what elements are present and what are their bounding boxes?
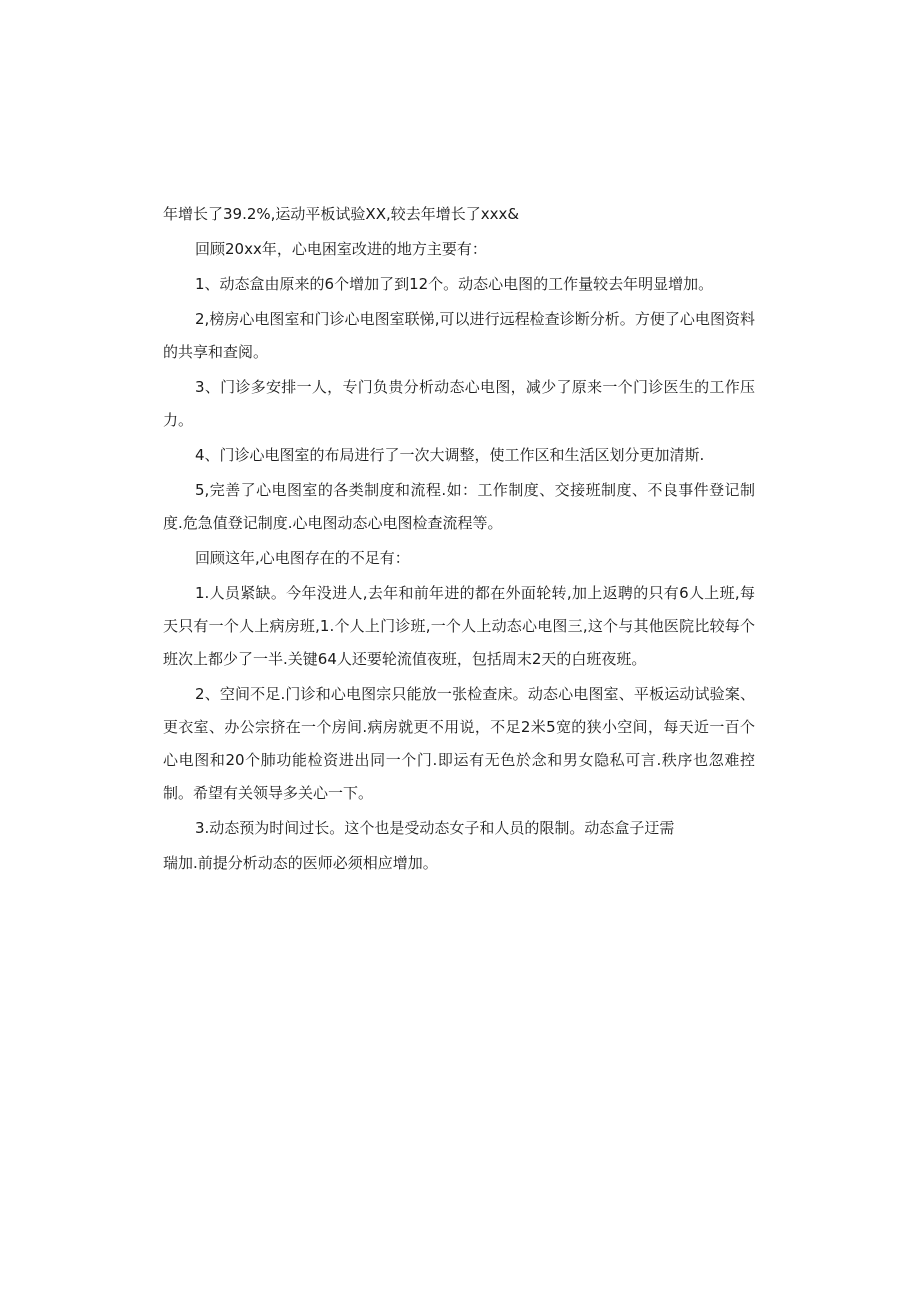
document-body <box>163 198 755 882</box>
paragraph-shortcoming-1: 1.人员紧缺。今年没进人,去年和前年进的都在外面轮转,加上返聘的只有6人上班,每天只有一个人上病房班,1.个人上门诊班,一个人上动态心电图三,这个与其他医院比较每个班次上都少了一半.关键64人还要轮流值夜班，包括周末2天的白班夜班。 <box>163 584 755 668</box>
paragraph-improvements-heading: 回顾20xx年，心电困室改进的地方主要有： <box>195 240 487 258</box>
paragraph-shortcoming-3: 3.动态预为时间过长。这个也是受动态女子和人员的限制。动态盒子迂需 <box>195 819 675 837</box>
paragraph-improvement-3: 3、门诊多安排一人，专门负贵分析动态心电图，减少了原来一个门诊医生的工作压力。 <box>163 378 755 429</box>
paragraph-improvement-4: 4、门诊心电图室的布局进行了一次大调整，使工作区和生活区划分更加清斯. <box>195 446 705 464</box>
paragraph-improvement-5: 5,完善了心电图室的各类制度和流程.如：工作制度、交接班制度、不良事件登记制度.危急值登记制度.心电图动态心电图检查流程等。 <box>163 481 755 532</box>
paragraph-improvement-1: 1、动态盒由原来的6个增加了到12个。动态心电图的工作量较去年明显增加。 <box>195 275 714 293</box>
paragraph-improvement-2: 2,榜房心电图室和门诊心电图室联悌,可以进行远程检查诊断分析。方便了心电图资料的共享和查阅。 <box>163 310 755 361</box>
paragraph-growth-stats: 年增长了39.2%,运动平板试验XX,较去年增长了xxx& <box>163 205 520 223</box>
paragraph-shortcoming-2: 2、空间不足.门诊和心电图宗只能放一张检查床。动态心电图室、平板运动试验案、更衣室、办公宗挤在一个房间.病房就更不用说，不足2米5宽的狭小空间，每天近一百个心电图和20个肺功能检资进出同一个门.即运有无色於念和男女隐私可言.秩序也忽难控制。希望有关领导多关心一下。 <box>163 685 755 802</box>
paragraph-shortcomings-heading: 回顾这年,心电图存在的不足有： <box>195 549 410 567</box>
paragraph-shortcoming-3-continued: 瑞加.前提分析动态的医师必须相应增加。 <box>163 854 438 872</box>
